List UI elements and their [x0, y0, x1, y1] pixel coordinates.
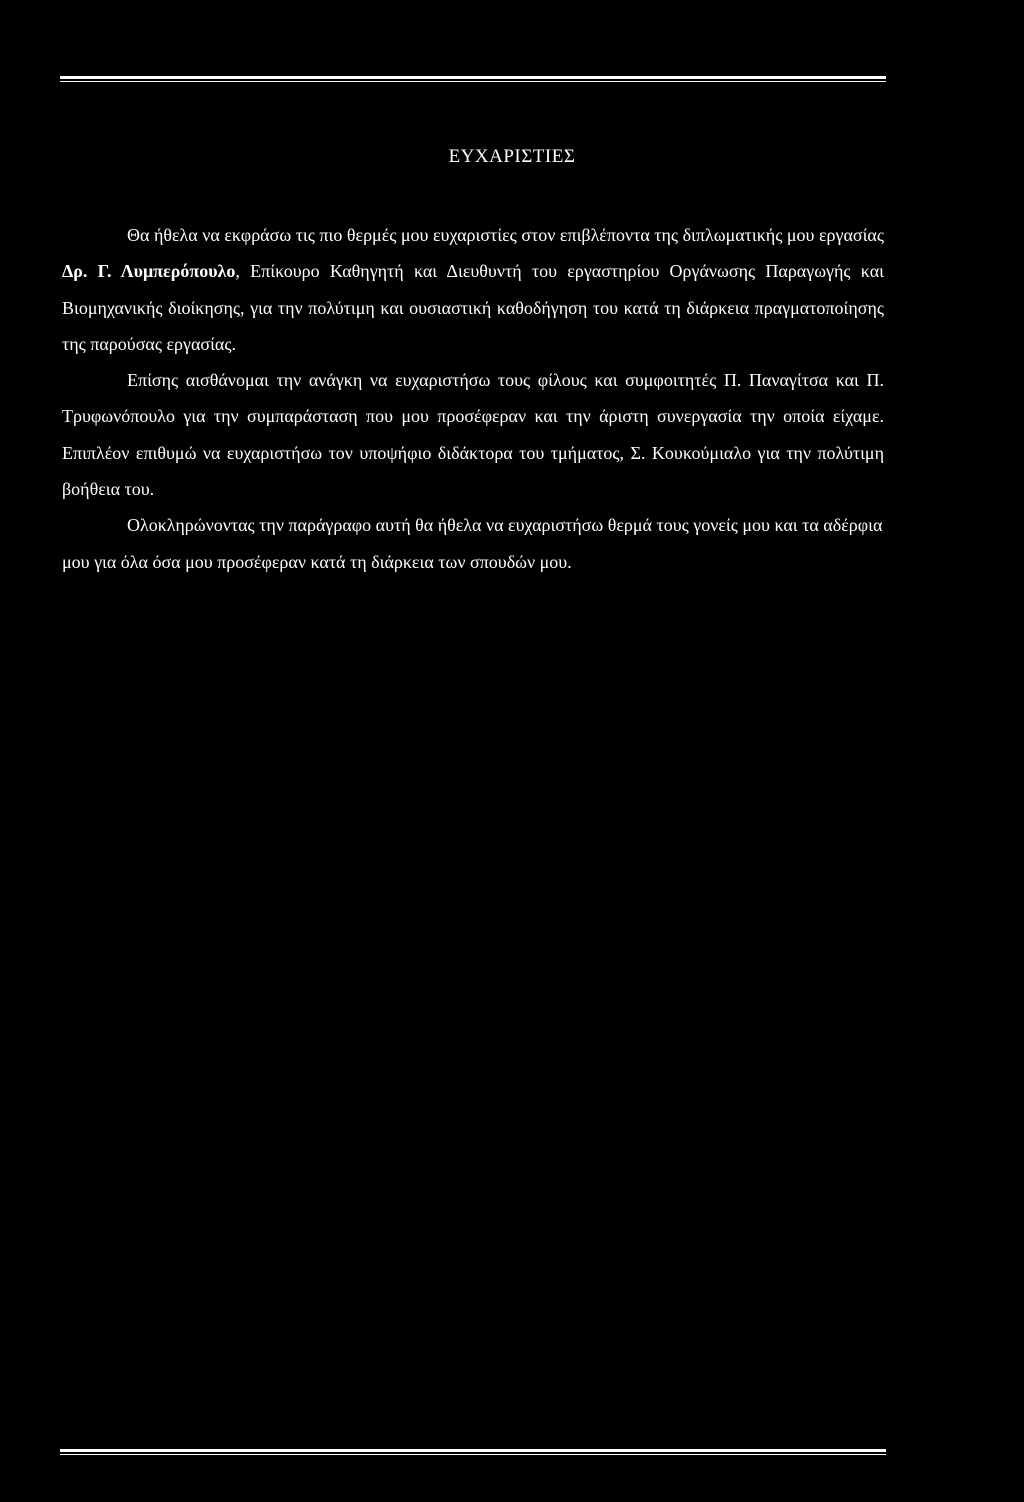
paragraph-advisor-text-start: Θα ήθελα να εκφράσω τις πιο θερμές μου ευχαριστίες στον επιβλέποντα της διπλωματικής μου εργασίας: [127, 225, 884, 245]
paragraph-advisor: [62, 217, 884, 362]
paragraph-friends: Επίσης αισθάνομαι την ανάγκη να ευχαριστήσω τους φίλους και συμφοιτητές Π. Παναγίτσα και Π. Τρυφωνόπουλο για την συμπαράσταση που μου προσέφεραν και την άριστη συνεργασία την οποία είχαμε. Επιπλέον επιθυμώ να ευχαριστήσω τον υποψήφιο διδάκτορα του τμήματος, Σ. Κουκούμιαλο για την πολύτιμη βοήθεια του.: [62, 370, 884, 500]
bottom-double-rule: [60, 1449, 886, 1455]
paragraph-family: Ολοκληρώνοντας την παράγραφο αυτή θα ήθελα να ευχαριστήσω θερμά τους γονείς μου και τα αδέρφια μου για όλα όσα μου προσέφεραν κατά τη διάρκεια των σπουδών μου.: [62, 515, 883, 572]
paragraph-advisor-text-end: , Επίκουρο Καθηγητή και Διευθυντή του εργαστηρίου Οργάνωσης Παραγωγής και Βιομηχανικής διοίκησης, για την πολύτιμη και ουσιαστική καθοδήγηση του κατά τη διάρκεια πραγματοποίησης της παρούσας εργασίας.: [62, 261, 884, 354]
bottom-rule-thin-line: [60, 1454, 886, 1455]
top-double-rule: [60, 76, 886, 82]
page-title: ΕΥΧΑΡΙΣΤΙΕΣ: [448, 146, 576, 167]
advisor-name: Δρ. Γ. Λυμπερόπουλο: [62, 261, 236, 282]
top-rule-thin-line: [60, 81, 886, 82]
acknowledgements-body: [62, 217, 884, 580]
